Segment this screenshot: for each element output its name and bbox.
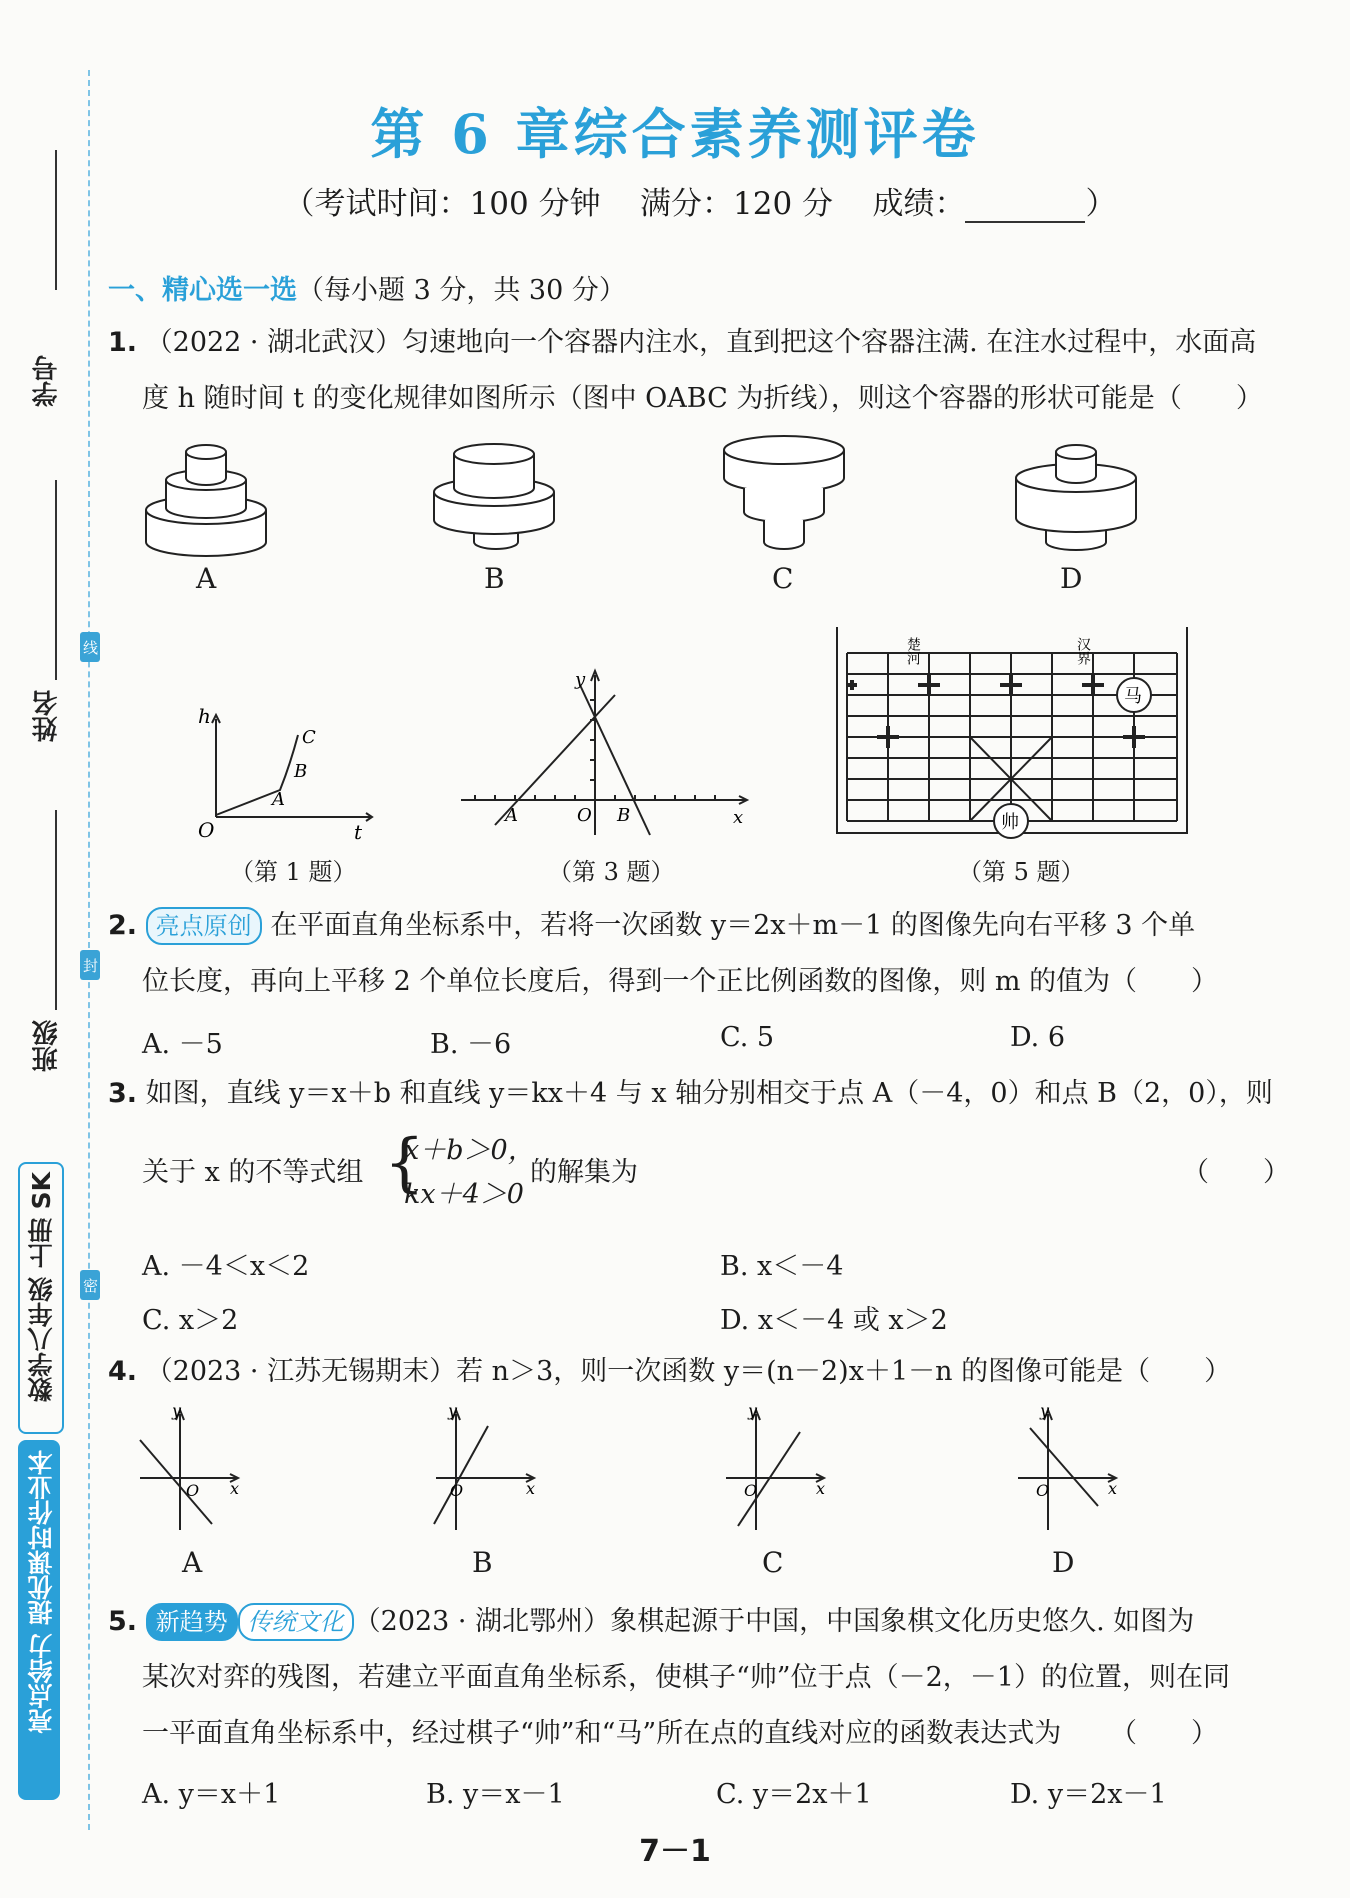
seal-feng: 封	[80, 950, 100, 980]
q3-option-a: A. －4＜x＜2	[142, 1251, 310, 1282]
book-label: 数学八年级 上册 SK	[27, 1172, 56, 1402]
q3-system-post: 的解集为	[530, 1157, 638, 1188]
q3-caption: （第 3 题）	[548, 858, 675, 886]
q4-number: 4.	[108, 1356, 138, 1387]
q3-line1: 如图，直线 y＝x＋b 和直线 y＝kx＋4 与 x 轴分别相交于点 A（－4，0）和点 B（2，0），则	[145, 1078, 1273, 1109]
svg-text:C: C	[302, 727, 316, 748]
svg-text:h: h	[198, 705, 211, 728]
q4-option-a: A	[182, 1546, 203, 1579]
q5-line2: 某次对弈的残图，若建立平面直角坐标系，使棋子“帅”位于点（－2，－1）的位置，则在同	[142, 1662, 1230, 1693]
q2-option-d: D. 6	[1010, 1022, 1066, 1053]
svg-text:O: O	[198, 818, 215, 842]
exam-time: （考试时间：100 分钟	[283, 186, 601, 222]
xuehao-label: 学号	[32, 355, 62, 407]
svg-text:x: x	[526, 1479, 536, 1498]
banji-blank	[55, 810, 57, 1010]
q3-option-b: B. x＜－4	[720, 1251, 844, 1282]
q5-chessboard	[835, 625, 1190, 845]
q3-ineq-1: x＋b＞0，	[404, 1135, 535, 1166]
q5-option-b: B. y＝x－1	[426, 1779, 565, 1810]
svg-text:B: B	[294, 761, 308, 782]
q5-ma-piece: 马	[1124, 686, 1142, 707]
q1-option-c: C	[772, 562, 794, 595]
q3-option-d: D. x＜－4 或 x＞2	[720, 1305, 948, 1336]
q5-chu-label: 楚河	[905, 637, 921, 665]
question-1	[108, 315, 1288, 427]
q2-line2: 位长度，再向上平移 2 个单位长度后，得到一个正比例函数的图像，则 m 的值为	[142, 966, 1111, 997]
q5-tag-trend: 新趋势	[146, 1603, 238, 1641]
xingming-blank	[55, 480, 57, 680]
banji-label: 班级	[32, 1020, 62, 1072]
q2-answer-paren: （ ）	[1110, 966, 1218, 997]
q5-line3: 一平面直角坐标系中，经过棋子“帅”和“马”所在点的直线对应的函数表达式为	[142, 1718, 1062, 1749]
svg-text:O: O	[577, 805, 592, 826]
q5-answer-paren: （ ）	[1110, 1718, 1218, 1749]
svg-text:y: y	[575, 669, 586, 690]
q4-line1: （2023 · 江苏无锡期末）若 n＞3，则一次函数 y＝(n－2)x＋1－n 的图像可能是（ ）	[145, 1356, 1232, 1387]
q1-graph	[190, 705, 380, 845]
q1-option-a: A	[196, 562, 217, 595]
q2-option-b: B. －6	[430, 1029, 512, 1060]
svg-text:A: A	[505, 805, 518, 826]
q1-option-d: D	[1060, 562, 1083, 595]
container-d-icon	[1016, 445, 1136, 550]
svg-text:A: A	[272, 789, 285, 810]
page-title: 第 6 章综合素养测评卷	[370, 102, 980, 166]
q3-ineq-2: kx＋4＞0	[404, 1179, 524, 1210]
q2-tag: 亮点原创	[146, 907, 262, 945]
q3-graph	[455, 665, 755, 845]
q3-number: 3.	[108, 1078, 138, 1109]
section-title: 一、精心选一选	[108, 275, 297, 306]
q5-option-c: C. y＝2x＋1	[716, 1779, 872, 1810]
q1-line2: 度 h 随时间 t 的变化规律如图所示（图中 OABC 为折线），则这个容器的形状可能是（ ）	[142, 383, 1263, 414]
q2-option-c: C. 5	[720, 1022, 775, 1053]
exam-info	[0, 178, 1350, 223]
svg-text:O: O	[450, 1481, 464, 1500]
svg-text:x: x	[733, 807, 744, 828]
brand-label: 亮点给力 提优课时作业本	[27, 1450, 56, 1734]
q4-option-c: C	[762, 1546, 784, 1579]
svg-text:O: O	[744, 1481, 758, 1500]
q1-line1: （2022 · 湖北武汉）匀速地向一个容器内注水，直到把这个容器注满. 在注水过程中，水面高	[145, 327, 1257, 358]
page-number: 7－1	[639, 1834, 711, 1869]
q3-option-c: C. x＞2	[142, 1305, 239, 1336]
xingming-label: 姓名	[32, 690, 62, 742]
svg-text:y: y	[1040, 1401, 1050, 1420]
q1-option-b: B	[484, 562, 505, 595]
question-5	[108, 1594, 1288, 1762]
seal-mi: 密	[80, 1270, 100, 1300]
q5-option-d: D. y＝2x－1	[1010, 1779, 1167, 1810]
q4-graph-b	[434, 1410, 534, 1530]
q5-tag-culture: 传统文化	[238, 1603, 354, 1641]
svg-text:y: y	[748, 1401, 758, 1420]
seal-xian: 线	[80, 632, 100, 662]
section-heading	[108, 268, 626, 307]
q5-line1: （2023 · 湖北鄂州）象棋起源于中国，中国象棋文化历史悠久. 如图为	[353, 1606, 1195, 1637]
question-2	[108, 898, 1288, 1010]
svg-text:y: y	[172, 1401, 182, 1420]
q1-caption: （第 1 题）	[230, 858, 357, 886]
q4-graphs	[130, 1400, 1260, 1540]
svg-text:B: B	[617, 805, 631, 826]
q5-shuai-piece: 帅	[1001, 812, 1019, 833]
svg-text:x: x	[816, 1479, 826, 1498]
svg-text:x: x	[1108, 1479, 1118, 1498]
svg-text:O: O	[186, 1481, 200, 1500]
container-b-icon	[434, 444, 554, 549]
q4-graph-c	[726, 1410, 824, 1530]
svg-text:O: O	[1036, 1481, 1050, 1500]
q3-system	[142, 1128, 1290, 1208]
q1-container-figures	[130, 430, 1270, 560]
container-a-icon	[146, 445, 266, 556]
section-note: （每小题 3 分，共 30 分）	[297, 275, 626, 306]
exam-full-score: 满分：120 分	[640, 186, 834, 222]
q3-brace-icon: {	[384, 1126, 425, 1200]
q4-graph-a	[140, 1410, 238, 1530]
svg-text:x: x	[230, 1479, 240, 1498]
q5-han-label: 汉界	[1075, 637, 1091, 665]
q4-option-b: B	[472, 1546, 493, 1579]
question-3	[108, 1066, 1288, 1122]
q2-option-a: A. －5	[142, 1029, 223, 1060]
q1-number: 1.	[108, 327, 138, 358]
grade-blank	[965, 195, 1085, 223]
svg-text:y: y	[448, 1401, 458, 1420]
q4-option-d: D	[1052, 1546, 1075, 1579]
q3-system-pre: 关于 x 的不等式组	[142, 1157, 364, 1188]
exam-info-close: ）	[1085, 186, 1117, 222]
binding-margin	[0, 0, 118, 1898]
q2-number: 2.	[108, 910, 138, 941]
container-c-icon	[724, 436, 844, 549]
q2-line1: 在平面直角坐标系中，若将一次函数 y＝2x＋m－1 的图像先向右平移 3 个单	[270, 910, 1196, 941]
q3-answer-paren: （ ）	[1182, 1157, 1290, 1188]
question-4	[108, 1344, 1288, 1400]
q5-option-a: A. y＝x＋1	[142, 1779, 281, 1810]
exam-grade-label: 成绩：	[872, 186, 966, 222]
q5-caption: （第 5 题）	[958, 858, 1085, 886]
svg-text:t: t	[354, 820, 363, 844]
q5-number: 5.	[108, 1606, 138, 1637]
q4-graph-d	[1018, 1410, 1116, 1530]
